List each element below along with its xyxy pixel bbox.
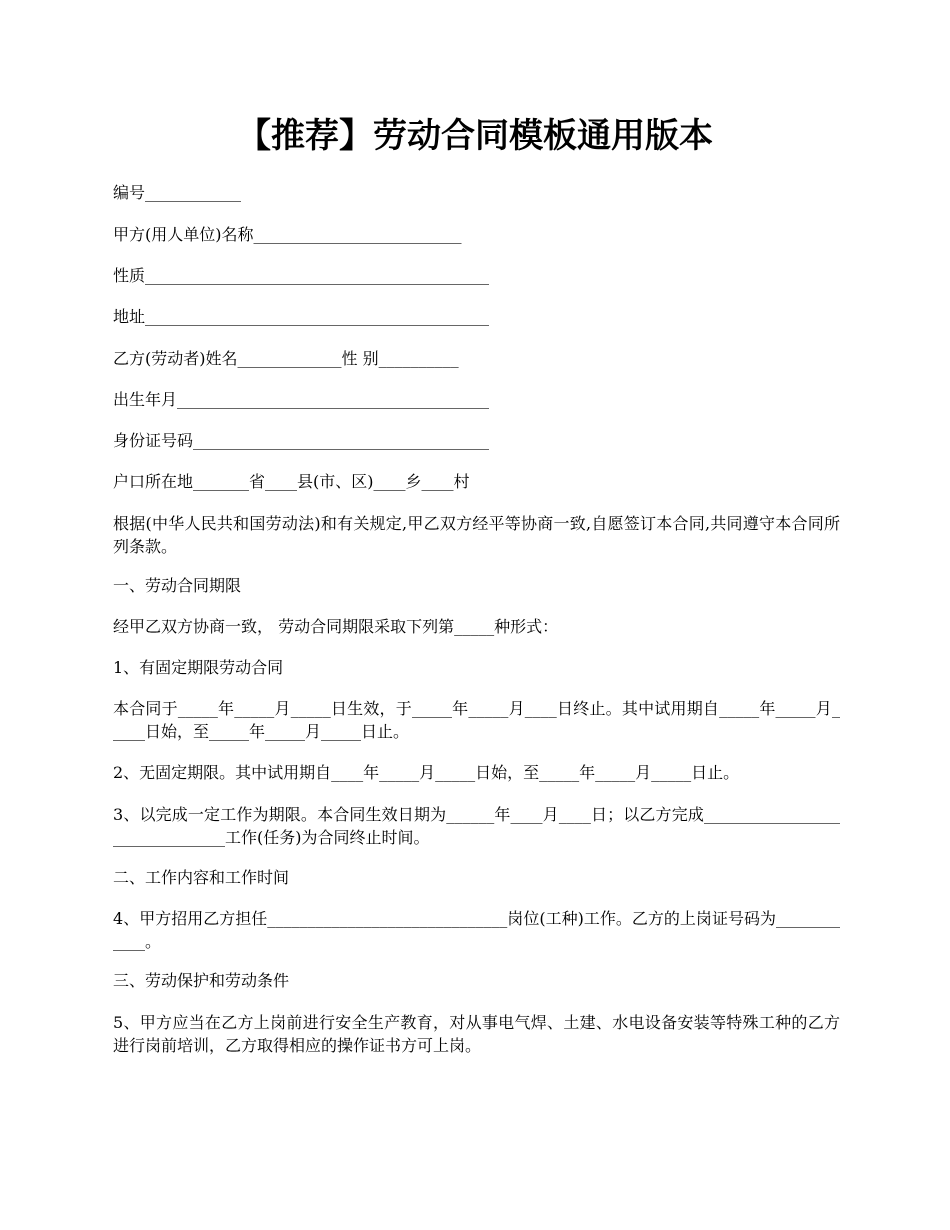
field-contract-number: 编号____________ [113,183,242,202]
section-heading-work-content: 二、工作内容和工作时间 [113,868,290,887]
field-party-b-name-gender: 乙方(劳动者)姓名_____________性 别__________ [113,349,459,368]
field-id-number: 身份证号码_____________________________________ [113,431,490,450]
clause-1-fixed-term-detail: 本合同于_____年_____月_____日生效，于_____年_____月____日终止。其中试用期自_____年_____月_____日始，至_____年_____月_____日止。 [113,699,840,741]
section-heading-contract-term: 一、劳动合同期限 [113,576,242,595]
preamble-paragraph: 根据(中华人民共和国劳动法)和有关规定,甲乙双方经平等协商一致,自愿签订本合同,共同遵守本合同所列条款。 [113,514,840,556]
field-household-registration: 户口所在地_______省____县(市、区)____乡____村 [113,472,470,491]
clause-1-fixed-term: 1、有固定期限劳动合同 [113,658,284,677]
field-nature: 性质___________________________________________ [113,266,490,285]
clause-5-safety-training: 5、甲方应当在乙方上岗前进行安全生产教育，对从事电气焊、土建、水电设备安装等特殊工种的乙方进行岗前培训，乙方取得相应的操作证书方可上岗。 [113,1013,840,1055]
clause-2-open-ended: 2、无固定期限。其中试用期自____年_____月_____日始，至_____年_____月_____日止。 [113,763,740,782]
field-address: 地址___________________________________________ [113,307,490,326]
clause-3-task-based: 3、以完成一定工作为期限。本合同生效日期为______年____月____日；以乙方完成_______________________________工作(任务)为合同终止时间。 [113,805,840,847]
section-heading-labor-protection: 三、劳动保护和劳动条件 [113,971,290,990]
field-party-a-name: 甲方(用人单位)名称__________________________ [113,225,462,244]
field-birth-date: 出生年月_______________________________________ [113,390,490,409]
clause-4-position: 4、甲方招用乙方担任______________________________岗位(工种)工作。乙方的上岗证号码为____________。 [113,909,840,951]
contract-term-intro: 经甲乙双方协商一致， 劳动合同期限采取下列第_____种形式： [113,617,559,636]
document-title: 【推荐】劳动合同模板通用版本 [237,116,713,156]
